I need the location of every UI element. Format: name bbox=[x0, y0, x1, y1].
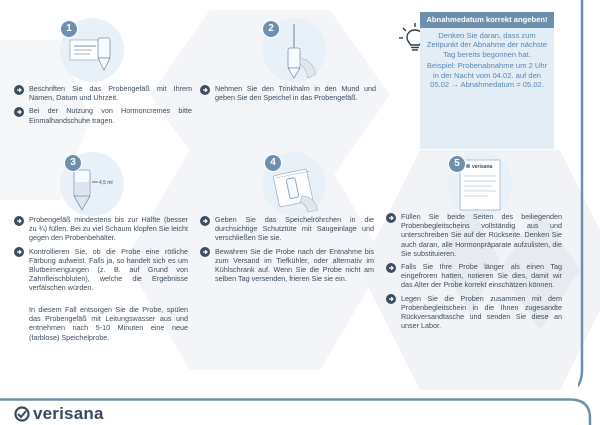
arrow-right-icon bbox=[200, 216, 210, 226]
list-item bbox=[386, 262, 562, 290]
arrow-right-icon bbox=[14, 247, 24, 257]
step-5-list bbox=[386, 212, 562, 334]
step-3-list bbox=[14, 215, 188, 293]
step-3-bullet-2: Kontrollieren Sie, ob die Probe eine rötliche Färbung aufweist. Falls ja, so handelt sich es um Blutbeimengungen (z. B. auf Grund von Zahnfleischbluten), welche die Ergebnisse verfälschen würden. bbox=[29, 246, 188, 293]
arrow-right-icon bbox=[14, 85, 24, 95]
list-item bbox=[14, 84, 192, 102]
step-5-bullet-1: Füllen Sie beide Seiten des beiliegenden Probenbegleitscheins vollständig aus und unterschreiben Sie auf der Rückseite. Denken Sie auch daran, alle Hormonpräparate aufzulisten, die Sie substituieren. bbox=[401, 212, 562, 258]
step-1-bullet-2: Bei der Nutzung von Hormoncremes bitte Einmalhandschuhe tragen. bbox=[29, 106, 192, 125]
step-2-list bbox=[200, 84, 376, 106]
arrow-right-icon bbox=[14, 216, 24, 226]
step-2-bullet-1: Nehmen Sie den Trinkhalm in den Mund und geben Sie den Speichel in das Probengefäß. bbox=[215, 84, 376, 103]
page-edge-decoration bbox=[578, 0, 600, 400]
verisana-logo-icon bbox=[14, 406, 30, 422]
step-4-bullet-1: Geben Sie das Speichelröhrchen in die durchsichtige Schutztüte mit Saugeinlage und verschließen Sie sie. bbox=[215, 215, 374, 243]
step-5-bullet-2: Falls Sie Ihre Probe länger als einen Tag eingefroren hatten, notieren Sie dies, damit wir das Alter der Probe korrekt einschätzen können. bbox=[401, 262, 562, 290]
step-3-number: 3 bbox=[64, 154, 82, 172]
list-item bbox=[200, 84, 376, 102]
info-box-body bbox=[420, 28, 554, 91]
step-1-list bbox=[14, 84, 192, 129]
step-2-number: 2 bbox=[262, 20, 280, 38]
step-5-image-label: verisana bbox=[472, 164, 493, 170]
info-box-title: Abnahmedatum korrekt angeben! bbox=[420, 12, 554, 28]
info-box-text: Denken Sie daran, dass zum Zeitpunkt der Abnahme der nächste Tag bereits begonnen hat. bbox=[426, 30, 548, 59]
step-4-number: 4 bbox=[264, 154, 282, 172]
info-box-example: Beispiel: Probenabnahme um 2 Uhr in der Nacht vom 04.02. auf den 05.02 → Abnahmedatum = 05.02. bbox=[426, 61, 548, 90]
list-item bbox=[14, 106, 192, 124]
list-item bbox=[14, 247, 188, 293]
step-1-number: 1 bbox=[60, 20, 78, 38]
brand-name: verisana bbox=[33, 404, 104, 423]
step-3-image-label: 4,5 ml bbox=[99, 180, 113, 186]
step-5-number: 5 bbox=[448, 155, 466, 173]
arrow-right-icon bbox=[386, 213, 396, 223]
step-1-bullet-1: Beschriften Sie das Probengefäß mit Ihrem Namen, Datum und Uhrzeit. bbox=[29, 84, 192, 103]
list-item bbox=[200, 247, 374, 284]
list-item bbox=[386, 212, 562, 258]
arrow-right-icon bbox=[200, 247, 210, 257]
brand-logo bbox=[14, 404, 104, 424]
arrow-right-icon bbox=[14, 107, 24, 117]
step-5-bullet-3: Legen Sie die Proben zusammen mit dem Probenbegleitschein in die Ihnen zugesandte Rückversandtasche und senden Sie diese an unser Labor. bbox=[401, 293, 562, 331]
list-item bbox=[14, 215, 188, 243]
arrow-right-icon bbox=[386, 294, 396, 304]
step-3-extra-paragraph: In diesem Fall entsorgen Sie die Probe, spülen das Probengefäß mit Leitungswasser aus und entnehmen nach 5-10 Minuten eine neue (farblose) Speichelprobe. bbox=[29, 305, 188, 342]
step-3-bullet-1: Probengefäß mindestens bis zur Hälfte (besser zu ¾) füllen. Bei zu viel Schaum klopfen Sie leicht gegen den Probenbehälter. bbox=[29, 215, 188, 243]
arrow-right-icon bbox=[200, 85, 210, 95]
step-4-list bbox=[200, 215, 374, 287]
list-item bbox=[386, 294, 562, 331]
step-4-bullet-2: Bewahren Sie die Probe nach der Entnahme bis zum Versand im Tiefkühler, oder alternativ im Kühlschrank auf. Wenn Sie die Probe nicht am selben Tag versenden, frieren Sie sie ein. bbox=[215, 246, 374, 284]
arrow-right-icon bbox=[386, 263, 396, 273]
info-box bbox=[420, 12, 554, 149]
list-item bbox=[200, 215, 374, 243]
